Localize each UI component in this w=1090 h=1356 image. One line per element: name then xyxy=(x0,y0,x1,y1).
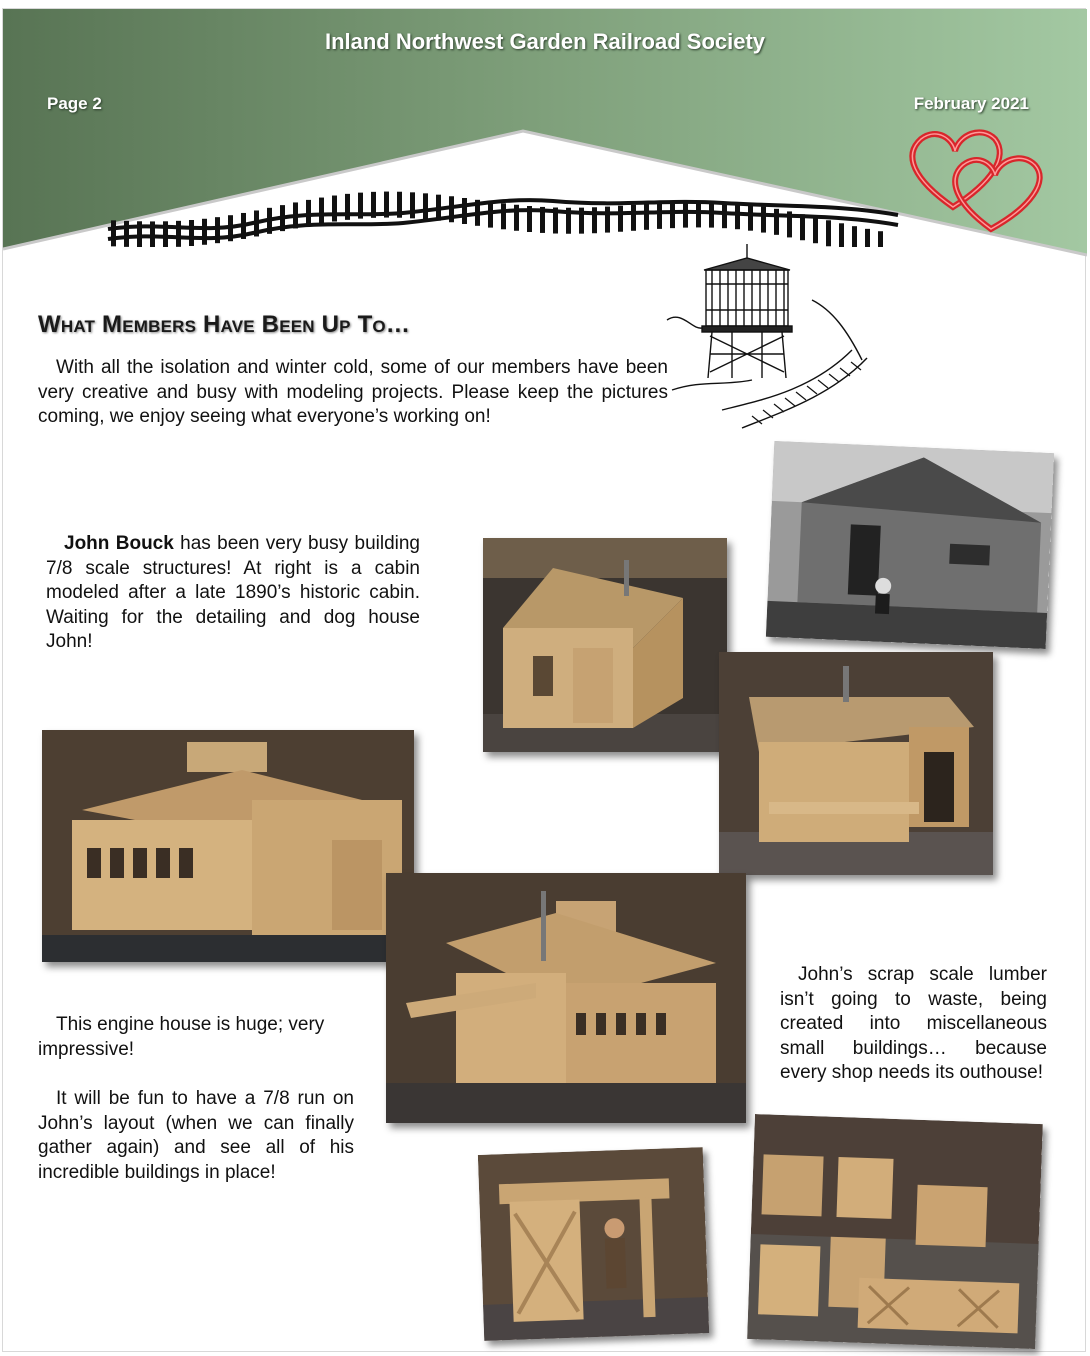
member-name: John Bouck xyxy=(64,533,174,554)
intro-paragraph: With all the isolation and winter cold, some of our members have been very creative and busy with modeling projects. Please keep the pictures coming, we enjoy seeing what everyone’s working on! xyxy=(38,357,668,427)
cabin-model-photo xyxy=(483,538,727,752)
scrap-lumber-paragraph: John’s scrap scale lumber isn’t going to waste, being created into miscellaneous small buildings… because every shop needs its outhouse! xyxy=(780,964,1047,1083)
outhouse-figure-photo xyxy=(478,1147,709,1341)
cabin-model-side-photo xyxy=(719,652,993,875)
engine-house-front-photo xyxy=(42,730,414,962)
hearts-icon xyxy=(903,117,1053,237)
historic-cabin-photo xyxy=(766,441,1054,649)
engine-house-porch-photo xyxy=(386,873,746,1123)
john-bouck-paragraph xyxy=(46,532,420,655)
page-number: Page 2 xyxy=(47,94,102,113)
header-banner xyxy=(3,9,1087,259)
issue-date: February 2021 xyxy=(913,94,1029,113)
john-bouck-text: has been very busy building 7/8 scale structures! At right is a cabin modeled after a late 1890’s historic cabin. Waiting for the detailing and dog house John! xyxy=(46,533,420,652)
engine-house-paragraph: This engine house is huge; very impressive! xyxy=(38,1014,325,1060)
railroad-track-icon xyxy=(103,177,903,247)
layout-run-paragraph: It will be fun to have a 7/8 run on John’s layout (when we can finally gather again) and see all of his incredible buildings in place! xyxy=(38,1088,354,1183)
society-title: Inland Northwest Garden Railroad Society xyxy=(324,29,766,54)
small-buildings-photo xyxy=(747,1114,1043,1349)
water-tower-sketch-icon xyxy=(662,240,877,430)
section-heading: What Members Have Been Up To… xyxy=(38,311,411,338)
